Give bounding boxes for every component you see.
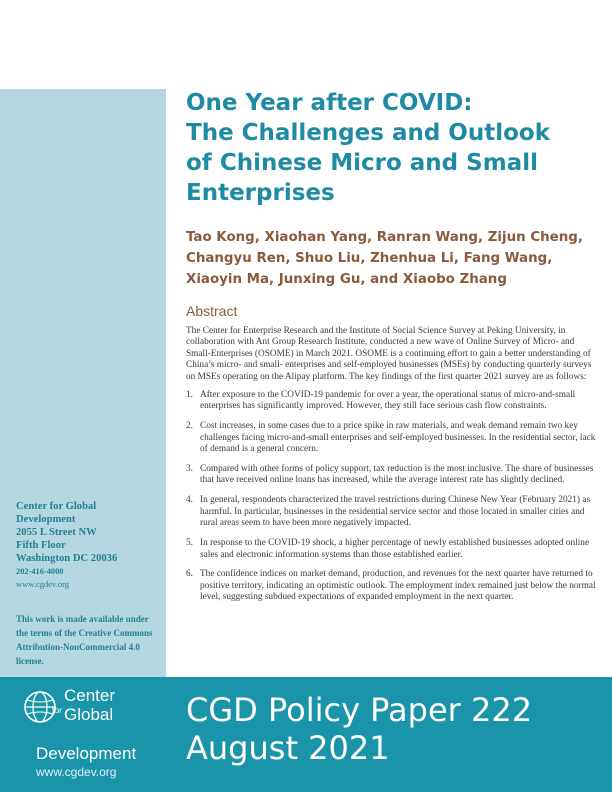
logo-wordmark [64,687,115,723]
findings-list [186,390,600,604]
footer-band [0,677,612,792]
series-label [186,691,532,767]
finding-text: After exposure to the COVID-19 pandemic for over a year, the operational status of micro-and-small enterprises has significantly improved. However, they still face serious cash flow constraints. [200,390,576,412]
finding-number: 3. [186,464,193,475]
license-note: This work is made available under the terms of the Creative Commons Attribution-NonCommercial 4.0 license. [16,614,153,666]
finding-item [186,495,600,529]
author-list [186,227,606,290]
contact-block [16,500,161,590]
title-line: Enterprises [186,180,335,206]
street-address: 2055 L Street NW [16,527,97,538]
abstract-intro: The Center for Enterprise Research and the Institute of Social Science Survey at Peking University, in collaboration with Ant Group Research Institute, conducted a new wave of Online Survey of Micro- and Small-Enterprises (OSOME) in March 2021. OSOME is a continuing effort to gain a better understanding of China’s micro- and small- enterprises and self-employed businesses (MSEs) by conducting quarterly surveys on MSEs operating on the Alipay platform. The key findings of the first quarter 2021 survey are as follows: [186,326,592,382]
paper-title [186,88,606,208]
logo-word-for: for [52,705,62,715]
logo-word-development: Development [36,744,137,763]
finding-text: Compared with other forms of policy support, tax reduction is the most inclusive. The share of businesses that have received online loans has increased, while the average interest rate has slightly declined. [200,464,594,486]
phone-number: 202-416-4000 [16,567,64,576]
abstract-heading: Abstract [186,303,238,319]
finding-item [186,390,600,413]
author-line: Xiaoyin Ma, Junxing Gu, and Xiaobo Zhang [186,272,507,287]
logo-word-global: Global [64,705,114,724]
logo-url[interactable]: www.cgdev.org [36,765,117,779]
finding-number: 4. [186,495,193,506]
publication-date: August 2021 [186,729,390,767]
finding-number: 2. [186,421,193,432]
author-line: Tao Kong, Xiaohan Yang, Ranran Wang, Zijun Cheng, [186,230,583,245]
finding-text: In response to the COVID-19 shock, a higher percentage of newly established businesses adopted online sales and electronic information systems than those established earlier. [200,538,590,560]
author-line: Changyu Ren, Shuo Liu, Zhenhua Li, Fang Wang, [186,251,553,266]
finding-text: In general, respondents characterized the travel restrictions during Chinese New Year (February 2021) as harmful. In particular, businesses in the residential service sector and those located in smaller cities and rural areas seem to have been more negatively impacted. [200,495,591,529]
floor-address: Fifth Floor [16,540,66,551]
logo-word-center: Center [64,686,116,705]
city-address: Washington DC 20036 [16,553,118,564]
finding-item [186,538,600,561]
finding-item [186,464,600,487]
finding-text: The confidence indices on market demand, production, and revenues for the next quarter have returned to positive territory, indicating an optimistic outlook. The employment index remained just below the normal level, suggesting subdued expectations of expanded employment in the next quarter. [200,569,596,603]
finding-item [186,569,600,603]
finding-number: 1. [186,390,193,401]
finding-number: 5. [186,538,193,549]
cgd-logo [14,683,164,783]
title-line: One Year after COVID: [186,90,473,116]
finding-item [186,421,600,455]
org-name-line2: Development [16,514,76,525]
policy-paper-number: CGD Policy Paper 222 [186,691,533,729]
finding-number: 6. [186,569,193,580]
org-name-line1: Center for Global [16,501,97,512]
title-line: of Chinese Micro and Small [186,150,538,176]
title-line: The Challenges and Outlook [186,120,551,146]
website-link[interactable]: www.cgdev.org [16,579,70,589]
abstract-body [186,326,600,612]
finding-text: Cost increases, in some cases due to a price spike in raw materials, and weak demand remain two key challenges facing micro-and-small enterprises and self-employed businesses. In the residential sector, lack of demand is a general concern. [200,421,596,455]
